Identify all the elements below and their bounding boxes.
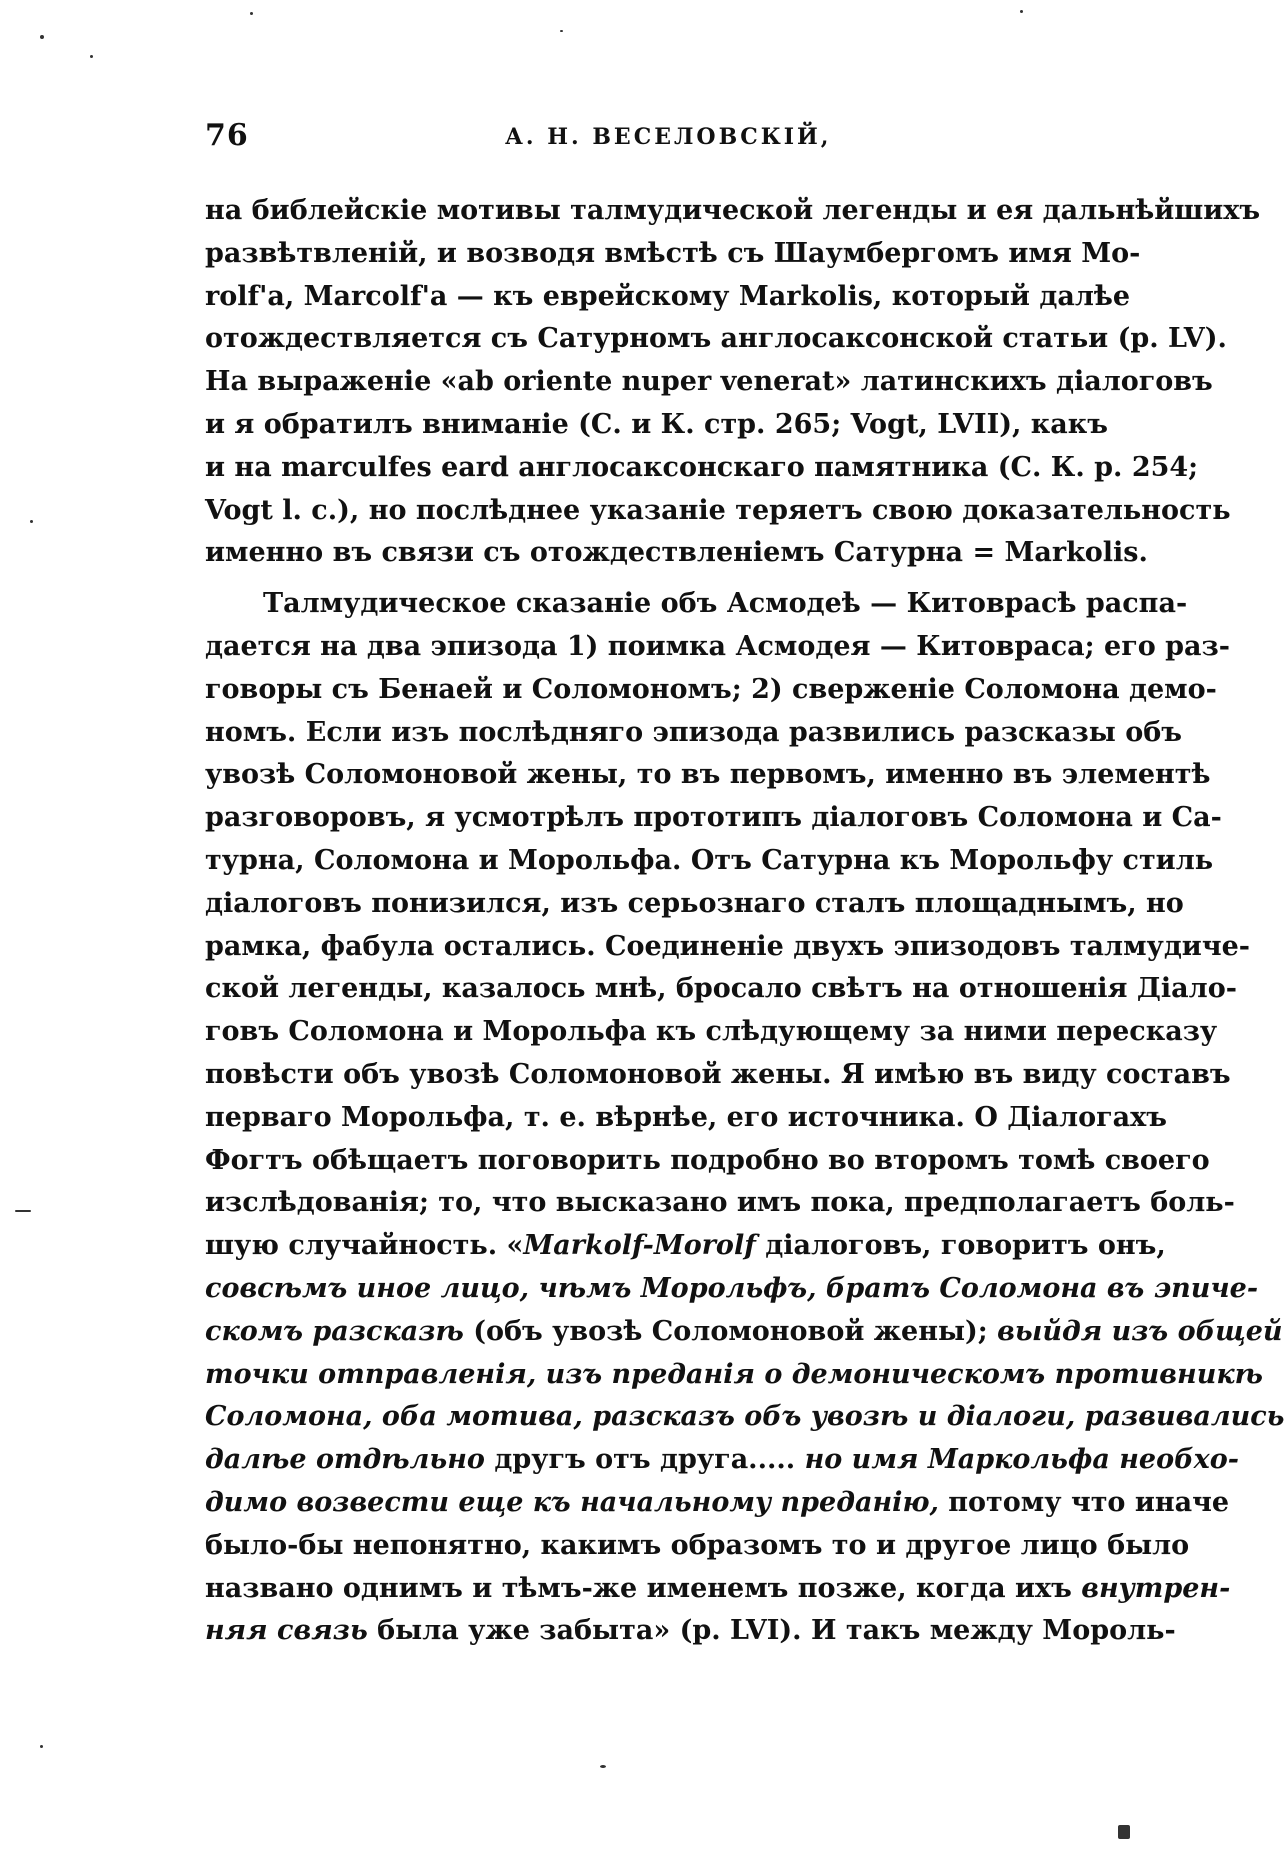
text-line [205, 1011, 1218, 1054]
text-line [205, 626, 1230, 669]
text-span: дается на два эпизода 1) поимка Асмодея — Китовраса; его раз- [205, 630, 1230, 662]
text-line [205, 712, 1182, 755]
scan-speck [40, 35, 44, 39]
italic-span: точки отправленія, изъ преданія о демоническомъ противникѣ [205, 1358, 1263, 1390]
text-span: была уже забыта» (р. LVI). И такъ между Мороль- [367, 1615, 1176, 1647]
text-line [205, 276, 1131, 319]
scan-speck [15, 1210, 31, 1212]
text-span: діалоговъ, говоритъ онъ, [755, 1230, 1166, 1262]
text-line [205, 190, 1261, 233]
text-line [205, 1097, 1167, 1140]
text-span: именно въ связи съ отождествленіемъ Сатурна = Markolis. [205, 537, 1148, 569]
text-span: рамка, фабула остались. Соединеніе двухъ эпизодовъ талмудиче- [205, 930, 1250, 962]
text-span: номъ. Если изъ послѣдняго эпизода развились разсказы объ [205, 716, 1182, 748]
italic-span: внутрен- [1081, 1572, 1231, 1604]
text-span: названо однимъ и тѣмъ-же именемъ позже, когда ихъ [205, 1572, 1082, 1604]
text-span: говоры съ Бенаей и Соломономъ; 2) сверженіе Соломона демо- [205, 673, 1217, 705]
text-span: отождествляется съ Сатурномъ англосаксонской статьи (р. LV). [205, 323, 1227, 355]
scan-speck [30, 520, 33, 523]
text-line [205, 883, 1184, 926]
text-span: было-бы непонятно, какимъ образомъ то и другое лицо было [205, 1529, 1190, 1561]
text-span: изслѣдованія; то, что высказано имъ пока, предполагаетъ боль- [205, 1187, 1235, 1219]
italic-span: няя связь [205, 1615, 368, 1647]
page-header [205, 118, 1085, 158]
text-span: Талмудическое сказаніе объ Асмодеѣ — Китоврасѣ распа- [263, 588, 1188, 620]
text-line [205, 926, 1250, 969]
text-line [205, 1568, 1231, 1611]
italic-span: димо возвести еще къ начальному преданію, [205, 1486, 939, 1518]
scan-speck [1118, 1825, 1130, 1839]
text-span: Фогтъ обѣщаетъ поговорить подробно во второмъ томѣ своего [205, 1144, 1210, 1176]
italic-span: далѣе отдѣльно [205, 1444, 485, 1476]
text-line [205, 840, 1214, 883]
text-line [205, 532, 1148, 575]
text-line [205, 1610, 1176, 1653]
scan-speck [600, 1765, 606, 1768]
text-line [205, 1140, 1210, 1183]
page-number: 76 [205, 118, 249, 153]
text-line [205, 318, 1227, 361]
text-span: говъ Соломона и Морольфа къ слѣдующему за ними пересказу [205, 1016, 1218, 1048]
scan-speck [40, 1745, 43, 1748]
text-line [205, 447, 1199, 490]
text-line [205, 754, 1211, 797]
text-line [205, 1225, 1166, 1268]
text-span: другъ отъ друга..... [484, 1444, 805, 1476]
text-span: увозѣ Соломоновой жены, то въ первомъ, именно въ элементѣ [205, 759, 1211, 791]
text-line [205, 1525, 1190, 1568]
text-line [205, 968, 1237, 1011]
scan-speck [250, 12, 253, 15]
italic-span: скомъ разсказѣ [205, 1315, 464, 1347]
text-line [205, 404, 1108, 447]
text-span: На выраженіе «ab oriente nuper venerat» латинскихъ діалоговъ [205, 366, 1213, 398]
text-span: разговоровъ, я усмотрѣлъ прототипъ діалоговъ Соломона и Са- [205, 802, 1222, 834]
italic-span: Соломона, оба мотива, разсказъ объ увозѣ и діалоги, развивались [205, 1401, 1285, 1433]
text-span: и я обратилъ вниманіе (С. и К. стр. 265; Vogt, LVII), какъ [205, 408, 1108, 440]
text-line [205, 1439, 1239, 1482]
text-span: развѣтвленій, и возводя вмѣстѣ съ Шаумбергомъ имя Мо- [205, 237, 1141, 269]
text-line [205, 797, 1222, 840]
italic-span: выйдя изъ общей [997, 1315, 1283, 1347]
text-line [205, 233, 1141, 276]
text-span: діалоговъ понизился, изъ серьознаго сталъ площаднымъ, но [205, 887, 1184, 919]
text-span: (объ увозѣ Соломоновой жены); [463, 1315, 998, 1347]
text-span: и на marculfes eard англосаксонскаго памятника (С. К. р. 254; [205, 451, 1199, 483]
italic-span: Markolf-Morolf [523, 1230, 756, 1262]
text-span: шую случайность. « [205, 1230, 524, 1262]
scan-speck [560, 30, 563, 32]
italic-span: совсѣмъ иное лицо, чѣмъ Морольфъ, братъ Соломона въ эпиче- [205, 1272, 1259, 1304]
text-span: турна, Соломона и Морольфа. Отъ Сатурна къ Морольфу стиль [205, 844, 1214, 876]
text-span: на библейскіе мотивы талмудической легенды и ея дальнѣйшихъ [205, 195, 1261, 226]
text-span: повѣсти объ увозѣ Соломоновой жены. Я имѣю въ виду составъ [205, 1058, 1231, 1090]
text-line [205, 361, 1213, 404]
text-span: ской легенды, казалось мнѣ, бросало свѣтъ на отношенія Діало- [205, 973, 1237, 1005]
text-line [205, 669, 1217, 712]
text-line [205, 583, 1188, 626]
text-line [205, 1311, 1283, 1354]
text-line [205, 1354, 1263, 1397]
scan-speck [90, 55, 93, 58]
text-line [205, 490, 1231, 533]
text-span: Vogt l. c.), но послѣднее указаніе теряетъ свою доказательность [205, 494, 1231, 526]
running-head: А. Н. ВЕСЕЛОВСКІЙ, [505, 124, 832, 150]
text-line [205, 1054, 1231, 1097]
body-text [205, 190, 1285, 1653]
italic-span: но имя Маркольфа необхо- [804, 1444, 1239, 1476]
scan-speck [1020, 10, 1023, 13]
text-span: перваго Морольфа, т. е. вѣрнѣе, его источника. О Діалогахъ [205, 1101, 1167, 1133]
text-span: rolf'а, Marcolf'а — къ еврейскому Markolis, который далѣе [205, 280, 1131, 312]
text-line [205, 1482, 1230, 1525]
text-span: потому что иначе [938, 1486, 1230, 1518]
text-line [205, 1182, 1235, 1225]
text-line [205, 1268, 1259, 1311]
text-line [205, 1396, 1285, 1439]
